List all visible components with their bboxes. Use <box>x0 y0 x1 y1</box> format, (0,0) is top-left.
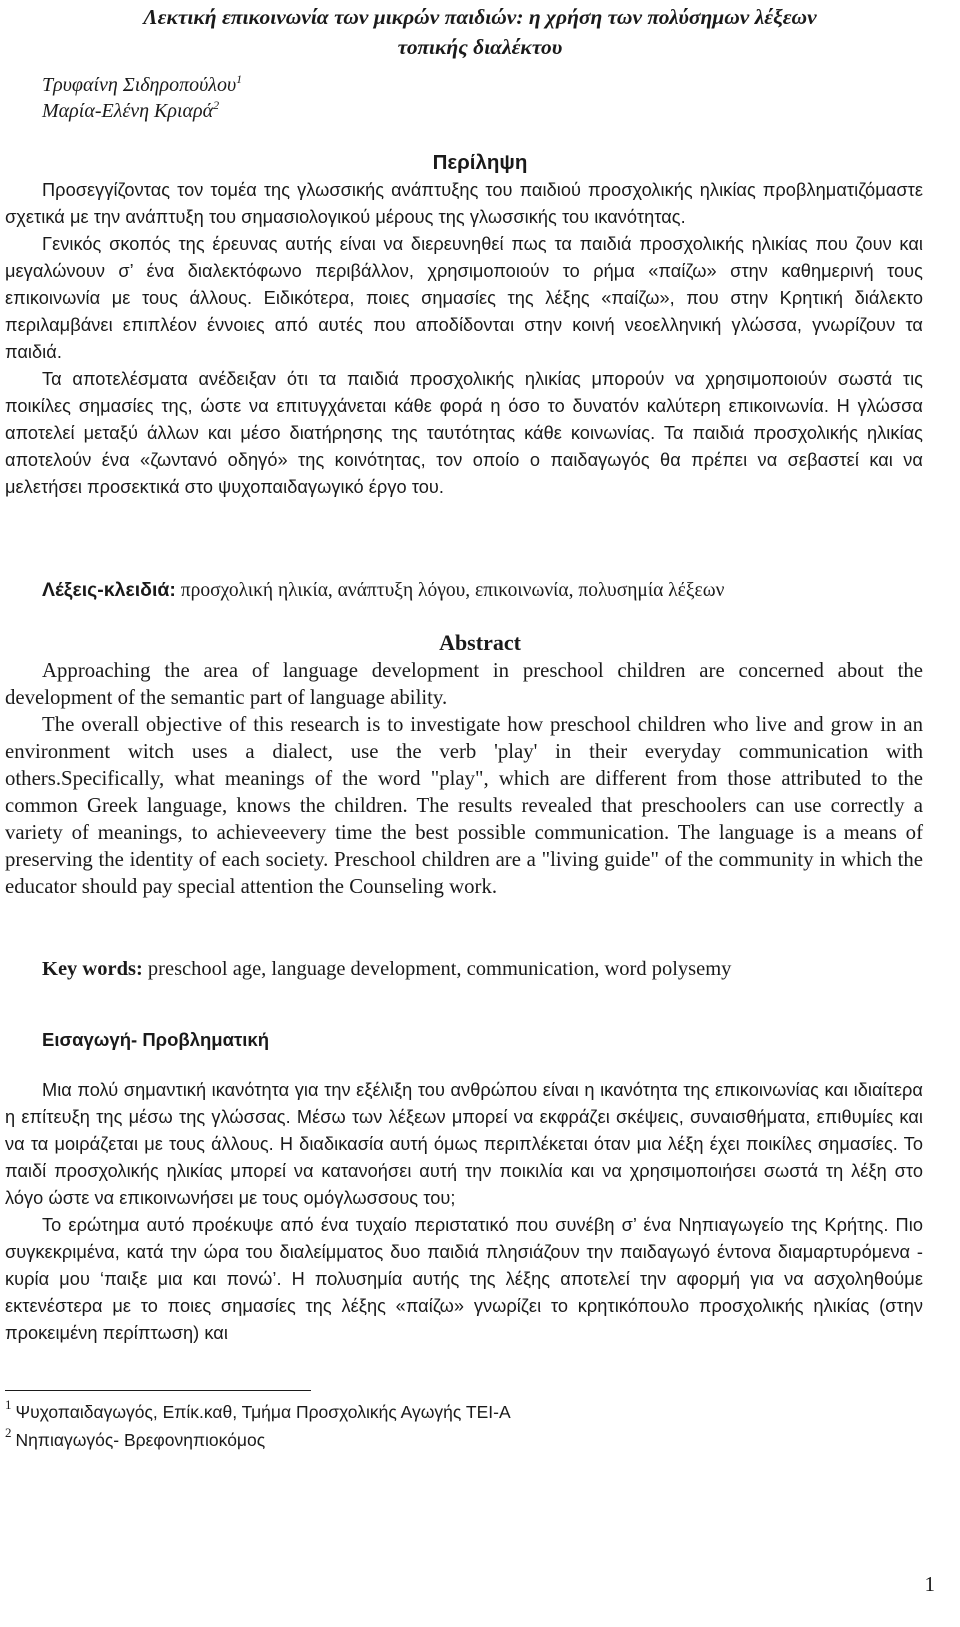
introduction-heading: Εισαγωγή- Προβληματική <box>42 1029 270 1050</box>
introduction-body <box>5 1077 923 1347</box>
english-abstract-body <box>5 657 923 900</box>
abstract-paragraph: Γενικός σκοπός της έρευνας αυτής είναι να διερευνηθεί πως τα παιδιά προσχολικής ηλικίας που ζουν και μεγαλώνουν σ’ ένα διαλεκτόφωνο περιβάλλον, χρησιμοποιούν το ρήμα «παίζω» στην καθημερινή τους επικοινωνία με τους άλλους. Ειδικότερα, ποιες σημασίες της λέξης «παίζω», που στην Κρητική διάλεκτο περιλαμβάνει επιπλέον έννοιες από αυτές που αποδίδονται στην κοινή νεοελληνική γλώσσα, γνωρίζουν τα παιδιά. <box>5 234 923 362</box>
abstract-paragraph: Approaching the area of language development in preschool children are concerned about the development of the semantic part of language ability. <box>5 659 923 709</box>
footnote-divider <box>5 1390 311 1391</box>
abstract-paragraph: The overall objective of this research is to investigate how preschool children who live and grow in an environment witch uses a dialect, use the verb 'play' in their everyday communication with others.Specifically, what meanings of the word "play", which are different from those attributed to the common Greek language, knows the children. The results revealed that preschoolers can use correctly a variety of meanings, to achieveevery time the best possible communication. The language is a means of preserving the identity of each society. Preschool children are a "living guide" of the community in which the educator should pay special attention the Counseling work. <box>5 713 923 898</box>
author: Τρυφαίνη Σιδηροπούλου$^1$ <box>42 72 243 96</box>
keywords-text: προσχολική ηλικία, ανάπτυξη λόγου, επικοινωνία, πολυσημία λέξεων <box>180 580 725 601</box>
title-line-1: Λεκτική επικοινωνία των μικρών παιδιών: η χρήση των πολύσημων λέξεων <box>143 5 817 29</box>
author-list <box>42 72 242 124</box>
author-footnote-mark: 2 <box>213 98 220 112</box>
author: Μαρία-Ελένη Κριαρά$^2$ <box>42 98 220 122</box>
keywords-label: Key words: <box>42 958 143 980</box>
abstract-paragraph: Προσεγγίζοντας τον τομέα της γλωσσικής ανάπτυξης του παιδιού προσχολικής ηλικίας προβληματιζόμαστε σχετικά με την ανάπτυξη του σημασιολογικού μέρους της γλωσσικής του ικανότητας. <box>5 180 923 227</box>
footnote: $^1$ Ψυχοπαιδαγωγός, Επίκ.καθ, Τμήμα Προσχολικής Αγωγής ΤΕΙ-Α <box>5 1397 511 1422</box>
body-paragraph: Το ερώτημα αυτό προέκυψε από ένα τυχαίο περιστατικό που συνέβη σ’ ένα Νηπιαγωγείο της Κρήτης. Πιο συγκεκριμένα, κατά την ώρα του διαλείμματος δυο παιδιά πλησιάζουν την παιδαγωγό έντονα διαμαρτυρόμενα - κυρία μου ‘παιξε μια και πονώ’. Η πολυσημία αυτής της λέξης αποτελεί την αφορμή για να ασχοληθούμε εκτενέστερα με το ποιες σημασίες της λέξης «παίζω» γνωρίζει το κρητικόπουλο προσχολικής ηλικίας (στην προκειμένη περίπτωση) και <box>5 1215 923 1343</box>
greek-abstract-heading: Περίληψη <box>432 151 528 174</box>
author-footnote-mark: 1 <box>236 72 243 86</box>
footnote-mark: 1 <box>5 1397 12 1412</box>
footnotes <box>5 1398 511 1454</box>
greek-abstract-body <box>5 177 923 501</box>
keywords-text: preschool age, language development, communication, word polysemy <box>147 958 732 980</box>
english-keywords <box>42 956 731 983</box>
abstract-paragraph: Τα αποτελέσματα ανέδειξαν ότι τα παιδιά προσχολικής ηλικίας μπορούν να χρησιμοποιούν σωστά τις ποικίλες σημασίες της, ώστε να επιτυγχάνεται κάθε φορά η όσο το δυνατόν καλύτερη επικοινωνία. Η γλώσσα αποτελεί μεταξύ άλλων και μέσο διατήρησης της ταυτότητας κάθε κοινωνίας. Τα παιδιά προσχολικής ηλικίας αποτελούν ένα «ζωντανό οδηγό» της κοινότητας, τον οποίο ο παιδαγωγός θα πρέπει να σεβαστεί και να μελετήσει προσεκτικά στο ψυχοπαιδαγωγικό έργο του. <box>5 369 923 497</box>
greek-keywords <box>42 577 724 604</box>
paper-title <box>20 2 940 62</box>
title-line-2: τοπικής διαλέκτου <box>397 35 563 59</box>
footnote-mark: 2 <box>5 1425 12 1440</box>
footnote: $^2$ Νηπιαγωγός- Βρεφονηπιοκόμος <box>5 1425 266 1450</box>
page-number: 1 <box>924 1572 935 1596</box>
keywords-label: Λέξεις-κλειδιά: <box>42 579 176 601</box>
english-abstract-heading: Abstract <box>439 630 521 655</box>
body-paragraph: Μια πολύ σημαντική ικανότητα για την εξέλιξη του ανθρώπου είναι η ικανότητα της επικοινωνίας και ιδιαίτερα η επίτευξη της μέσω της γλώσσας. Μέσω των λέξεων μπορεί να εκφράζει σκέψεις, συναισθήματα, επιθυμίες και να τα μοιράζεται με τους άλλους. Η διαδικασία αυτή όμως περιπλέκεται όταν μια λέξη έχει ποικίλες σημασίες. Το παιδί προσχολικής ηλικίας μπορεί να κατανοήσει αυτή την ποικιλία και να χρησιμοποιήσει σωστά τη λέξη στο λόγο ώστε να επικοινωνήσει με τους ομόγλωσσους του; <box>5 1080 923 1208</box>
